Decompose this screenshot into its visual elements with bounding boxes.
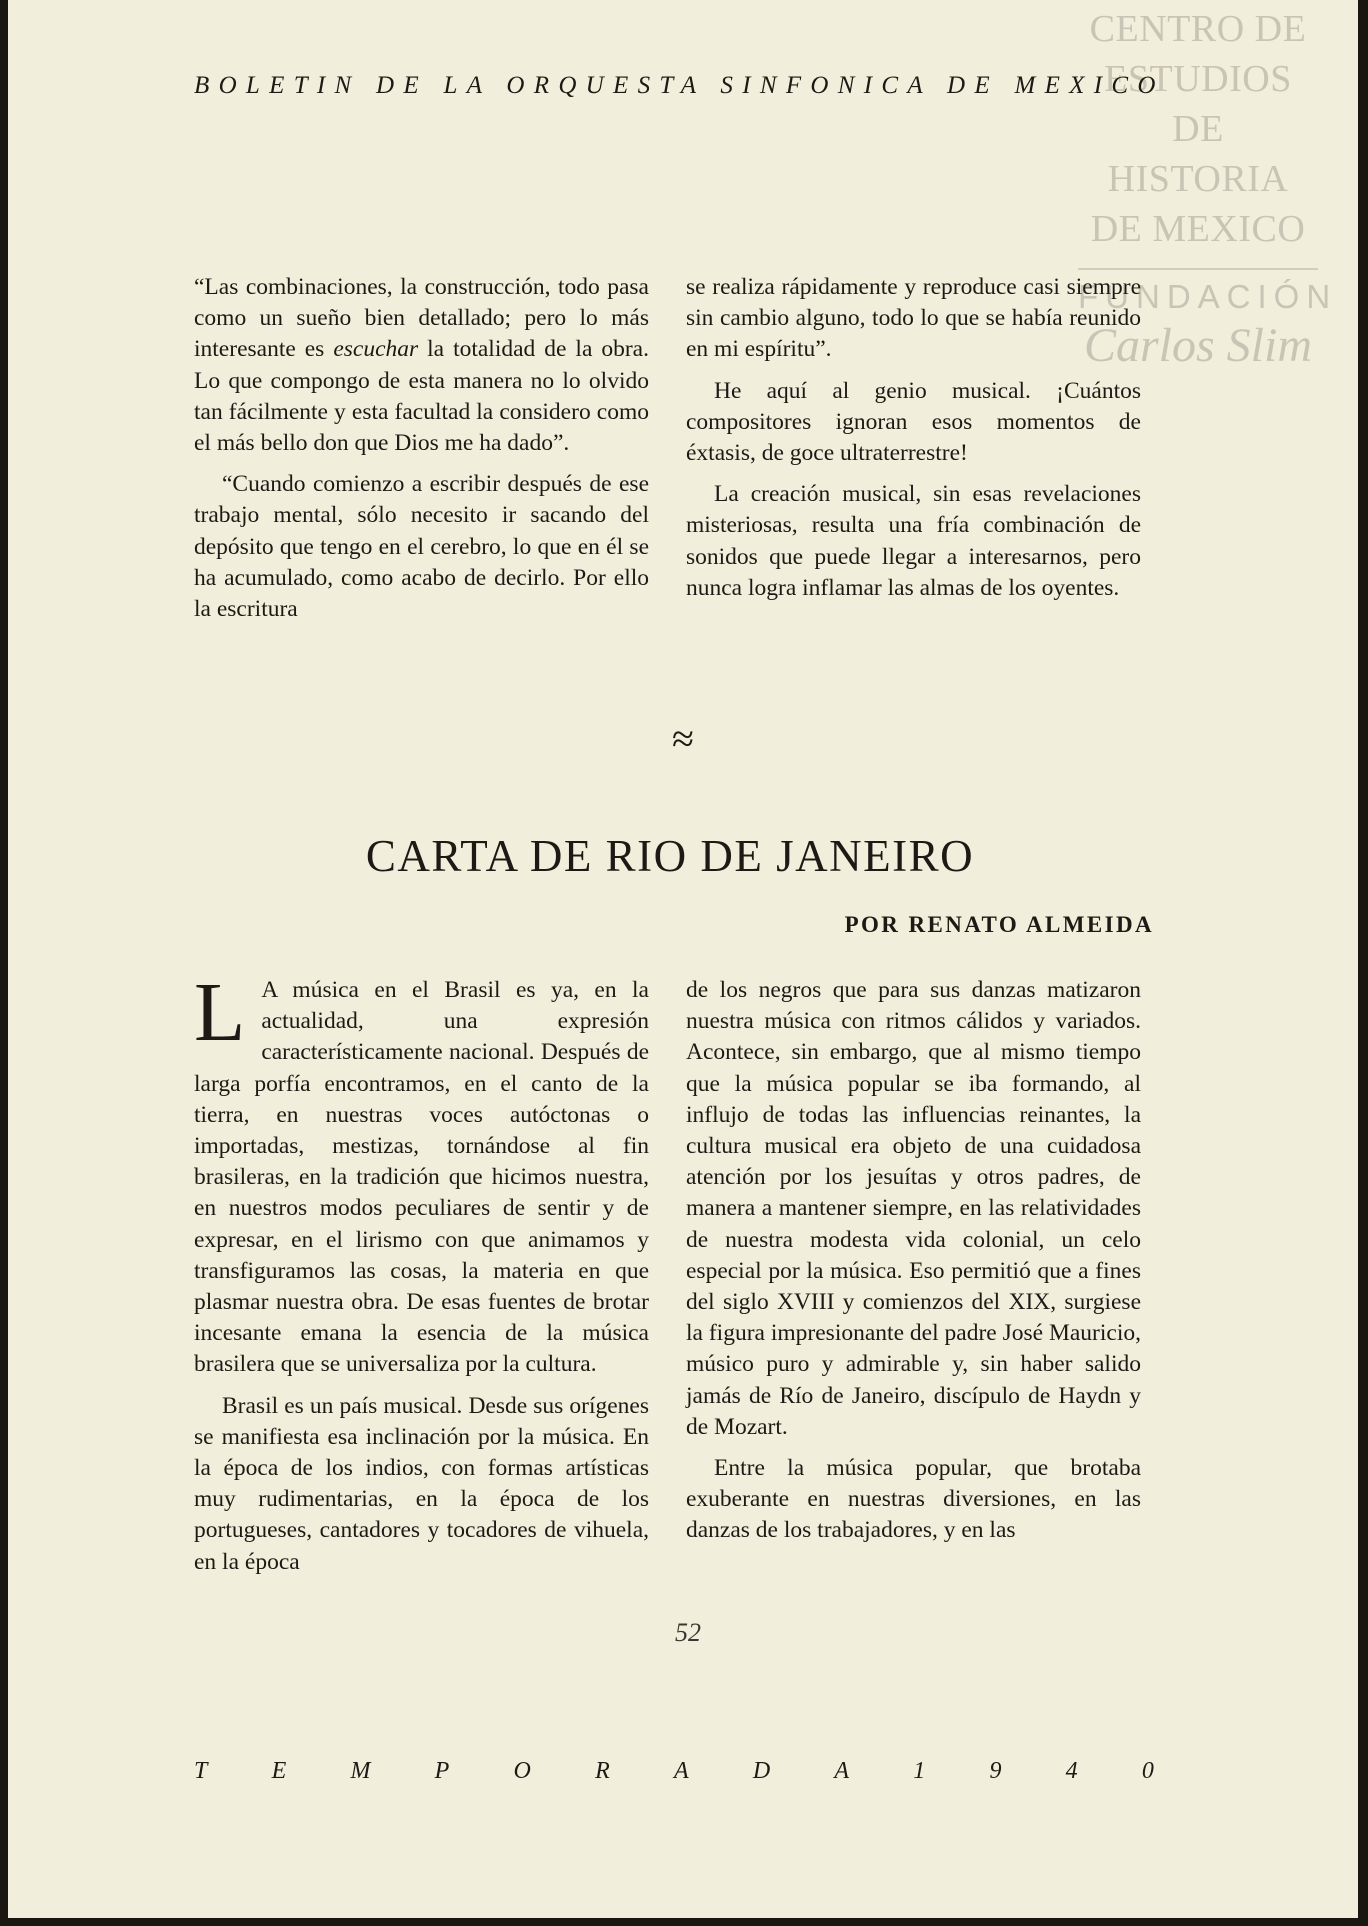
- paragraph: La creación musical, sin esas revelaciones misteriosas, resulta una fría combinación de sonidos que puede llegar a interesarnos, pero nunca logra inflamar las almas de los oyentes.: [686, 481, 1141, 601]
- footer-letter: M: [350, 1758, 371, 1784]
- drop-cap: L: [194, 966, 246, 1059]
- paragraph: Brasil es un país musical. Desde sus orígenes se manifiesta esa inclinación por la música. En la época de los indios, con formas artísticas muy rudimentarias, en la época de los portugueses, cantadores y tocadores de vihuela, en la época: [194, 1392, 649, 1575]
- footer-letter: T: [194, 1758, 208, 1784]
- paragraph: de los negros que para sus danzas matizaron nuestra música con ritmos cálidos y variados. Acontece, sin embargo, que al mismo tiempo que la música popular se iba formando, al influjo de todas las influencias reinantes, la cultura musical era objeto de una cuidadosa atención por los jesuítas y otros padres, de manera a mantener siempre, en las relatividades de nuestra modesta vida colonial, un celo especial por la música. Eso permitió que a fines del siglo XVIII y comienzos del XIX, surgiese la figura impresionante del padre José Mauricio, músico puro y admirable y, sin haber salido jamás de Río de Janeiro, discípulo de Haydn y de Mozart.: [686, 977, 1141, 1440]
- footer-letter: 9: [989, 1758, 1002, 1784]
- article-title: CARTA DE RIO DE JANEIRO: [365, 831, 975, 881]
- footer-season: [194, 1758, 1154, 1785]
- footer-letter: R: [595, 1758, 610, 1784]
- watermark-line-4: DE MEXICO: [1090, 208, 1306, 250]
- watermark-foundation: FUNDACIÓN: [1078, 278, 1338, 315]
- top-left-column: [194, 272, 649, 635]
- footer-letter: 0: [1141, 1758, 1154, 1784]
- article-byline: POR RENATO ALMEIDA: [844, 912, 1154, 937]
- footer-letter: A: [834, 1758, 850, 1784]
- top-right-column: [686, 272, 1141, 614]
- footer-letter: O: [513, 1758, 531, 1784]
- watermark-divider: [1078, 268, 1318, 270]
- magazine-page: [8, 0, 1358, 1918]
- paragraph: L A música en el Brasil es ya, en la actualidad, una expresión característicamente nacional. Después de larga porfía encontramos, en el canto de la tierra, en nuestras voces autóctonas o importadas, mestizas, tornándose al fin brasileras, en la tradición que hicimos nuestra, en nuestros modos peculiares de sentir y de expresar, en el lirismo con que animamos y transfiguramos las cosas, la materia en que plasmar nuestra obra. De esas fuentes de brotar incesante emana la esencia de la música brasilera que se universaliza por la cultura.: [194, 966, 649, 1378]
- paragraph: Entre la música popular, que brotaba exuberante en nuestras diversiones, en las danzas de los trabajadores, y en las: [686, 1455, 1141, 1544]
- watermark-line-1: CENTRO DE: [1089, 8, 1307, 50]
- article-right-column: [686, 975, 1141, 1557]
- article-left-column: [194, 966, 649, 1588]
- footer-letter: E: [271, 1758, 287, 1784]
- watermark-line-2: ESTUDIOS: [1104, 58, 1292, 100]
- section-ornament: ≈: [672, 716, 694, 761]
- running-head: BOLETIN DE LA ORQUESTA SINFONICA DE MEXICO: [194, 72, 1165, 99]
- emphasis: escuchar: [333, 336, 419, 363]
- paragraph: “Las combinaciones, la construcción, todo pasa como un sueño bien detallado; pero lo más interesante es escuchar la totalidad de la obra. Lo que compongo de esta manera no lo olvido tan fácilmente y esta facultad la considero como el más bello don que Dios me ha dado”.: [194, 274, 649, 457]
- paragraph: He aquí al genio musical. ¡Cuántos compositores ignoran esos momentos de éxtasis, de goce ultraterrestre!: [686, 377, 1141, 467]
- footer-letter: D: [752, 1758, 771, 1784]
- paragraph: se realiza rápidamente y reproduce casi siempre sin cambio alguno, todo lo que se había reunido en mi espíritu”.: [686, 274, 1141, 363]
- page-number: 52: [675, 1618, 701, 1647]
- footer-letter: P: [434, 1758, 450, 1784]
- footer-letter: 4: [1065, 1758, 1078, 1784]
- footer-letter: 1: [913, 1758, 926, 1784]
- footer-letter: A: [673, 1758, 689, 1784]
- paragraph: “Cuando comienzo a escribir después de ese trabajo mental, sólo necesito ir sacando del depósito que tengo en el cerebro, lo que en él se ha acumulado, como acabo de decirlo. Por ello la escritura: [194, 471, 649, 623]
- watermark-signature: Carlos Slim: [1083, 319, 1313, 372]
- watermark-line-3: DE HISTORIA: [1107, 108, 1289, 200]
